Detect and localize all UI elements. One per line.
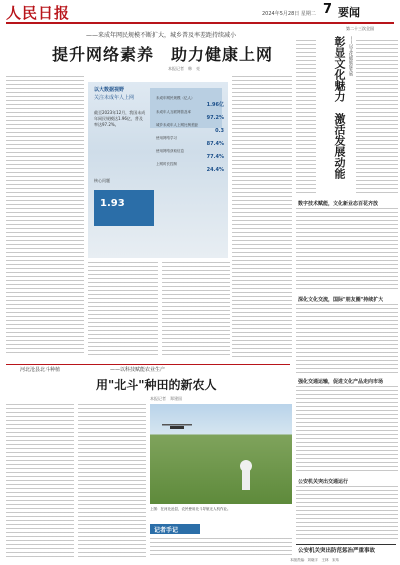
stat-label: 城乡未成年人上网比例差距 xyxy=(156,123,198,127)
right-top-note: 第二十三次全国 xyxy=(346,26,374,31)
stat-value: 0.3 xyxy=(215,128,224,134)
issue-date: 2024年5月28日 星期二 xyxy=(262,11,316,17)
stat-item xyxy=(156,149,224,160)
stat-value: 77.4% xyxy=(206,154,224,160)
infographic-subtitle: 关注未成年人上网 xyxy=(94,95,135,101)
stat-item xyxy=(156,96,224,108)
right-vertical-headline: 彰显文化魅力 激活发展动能 xyxy=(333,36,346,179)
notes-badge-label: 记者手记 xyxy=(154,527,179,534)
infographic-caption: 截至2023年12月，我国未成年网民规模达1.96亿，普及率达97.2%。 xyxy=(94,110,146,127)
right-column-text-1 xyxy=(356,40,398,196)
stat-label: 未成年人互联网普及率 xyxy=(156,110,191,114)
section-name: 要闻 xyxy=(338,6,360,19)
farm-photo xyxy=(150,404,292,504)
lower-rule xyxy=(6,364,290,365)
right-column-text-5 xyxy=(296,486,398,542)
right-subhead-2: 深化文化交流，国际"朋友圈"持续扩大 xyxy=(298,297,384,303)
masthead-rule xyxy=(6,22,394,24)
lower-headline: 用"北斗"种田的新农人 xyxy=(96,378,217,392)
newspaper-logo: 人民日报 xyxy=(6,4,71,22)
farm-photo-caption: 上图：在河北沧县，农民使用北斗导航无人机作业。 xyxy=(150,507,231,511)
highlight-number: 1.93 xyxy=(100,198,125,209)
right-column-text-4 xyxy=(296,386,398,474)
lead-kicker: ——来成年网民规模不断扩大，城乡普及率差距持续减小 xyxy=(86,32,237,39)
lead-column-2 xyxy=(88,262,158,358)
page-number: 7 xyxy=(323,2,333,17)
bottom-brief-title: 公安机关突出防范惩治严重事故 xyxy=(298,548,376,554)
stat-value: 87.4% xyxy=(206,141,224,147)
stat-label: 使用网络获取信息 xyxy=(156,149,184,153)
infographic-title: 以大数据视野 xyxy=(94,87,125,93)
stat-label: 使用网络学习 xyxy=(156,136,177,140)
drone-photo-illustration xyxy=(150,404,292,504)
page-footer: 本版责编：刘晓宇 王林 宋玮 xyxy=(290,558,339,562)
lower-kicker: ——以科技赋能农业生产 xyxy=(110,367,166,373)
stat-value: 97.2% xyxy=(206,115,224,121)
right-column-text-0 xyxy=(296,40,316,196)
lead-column-3 xyxy=(162,262,230,358)
right-subhead-4: 公安机关突出交通运行 xyxy=(298,479,349,485)
lower-column-2 xyxy=(78,404,146,558)
lead-headline: 提升网络素养 助力健康上网 xyxy=(52,45,274,64)
lower-column-1 xyxy=(6,404,74,558)
right-subhead-1: 数字技术赋能，文化新业态百花齐放 xyxy=(298,201,379,207)
stat-value: 1.96亿 xyxy=(206,102,224,108)
stat-label: 上网时长控制 xyxy=(156,162,177,166)
lead-column-1 xyxy=(6,76,84,356)
infographic-stats xyxy=(156,96,224,175)
lead-column-4 xyxy=(232,76,292,358)
stat-item xyxy=(156,162,224,173)
stat-item xyxy=(156,110,224,121)
lower-column-3 xyxy=(150,538,292,558)
stat-label: 未成年网民规模（亿人） xyxy=(156,96,195,100)
stat-item xyxy=(156,123,224,134)
stat-value: 24.4% xyxy=(206,167,224,173)
stat-item xyxy=(156,136,224,147)
right-column-text-3 xyxy=(296,304,398,374)
lead-byline: 本报记者 韩 亮 xyxy=(168,66,200,71)
lower-section-note: 河北沧县北斗种植 xyxy=(20,367,61,373)
right-column-text-2 xyxy=(296,208,398,292)
core-label: 核心问题 xyxy=(94,178,110,183)
lower-byline: 本报记者 郑建国 xyxy=(150,396,182,401)
right-subhead-3: 强化交通运输，促进文化产品走向市场 xyxy=(298,379,384,385)
right-kicker: ——以文化赋能促发展 xyxy=(349,36,354,76)
